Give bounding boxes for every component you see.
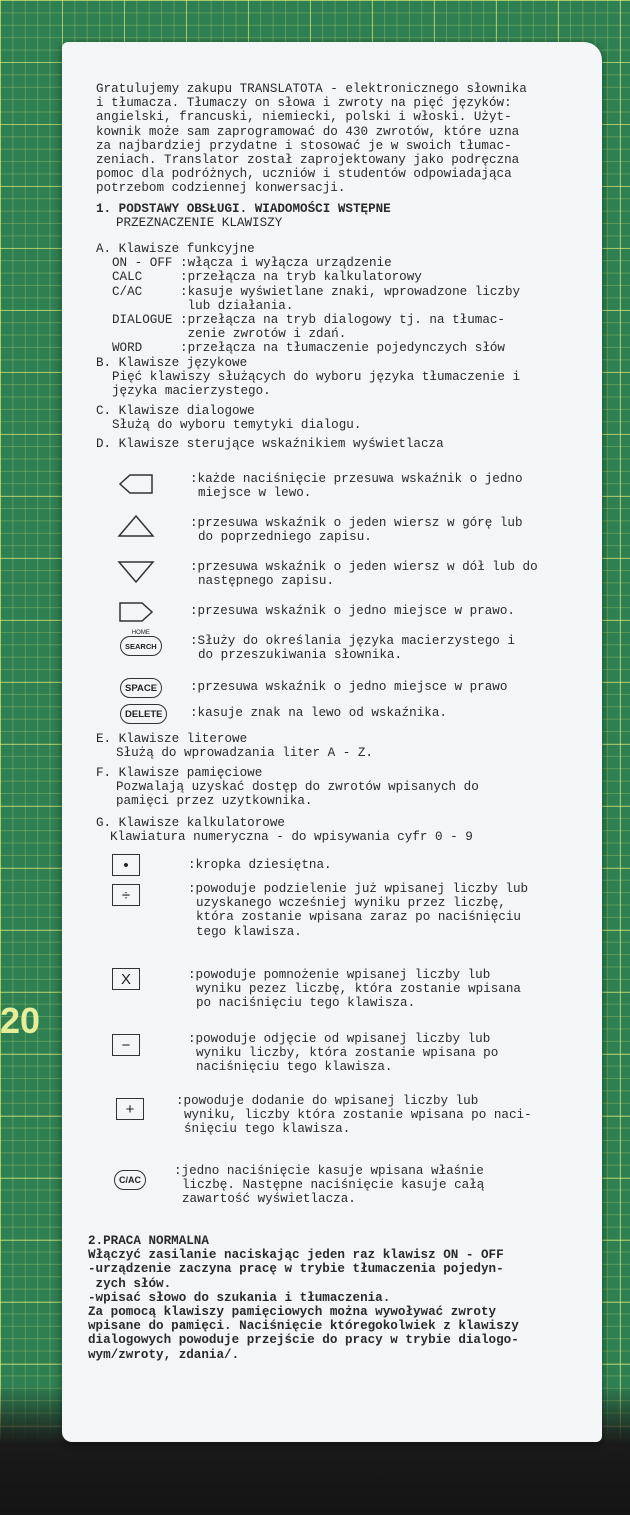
section-2-line: wym/zwroty, zdania/. <box>88 1347 240 1362</box>
section-c-line: Służą do wyboru temytyki dialogu. <box>112 418 362 433</box>
plus-key-icon: + <box>116 1098 144 1120</box>
section-g-heading: G. Klawisze kalkulatorowe <box>96 816 285 830</box>
section-2 <box>88 1234 584 1362</box>
intro-line: Gratulujemy zakupu TRANSLATOTA - elektronicznego słownika <box>96 82 527 96</box>
key-description-line: naciśnięciu tego klawisza. <box>196 1060 393 1075</box>
section-2-line: Włączyć zasilanie naciskając jeden raz klawisz ON - OFF <box>88 1248 504 1263</box>
left-arrow-key-icon <box>116 472 156 496</box>
section-e <box>96 732 584 760</box>
key-description-line: :powoduje pomnożenie wpisanej liczby lub <box>188 968 491 982</box>
intro-line: zeniach. Translator został zaprojektowany jako podręczna <box>96 153 520 168</box>
section-c <box>96 404 584 432</box>
multiply-key-icon: X <box>112 968 140 990</box>
function-key-line: CALC :przełącza na tryb kalkulatorowy <box>112 270 422 285</box>
key-description-line: :przesuwa wskaźnik o jedno miejsce w prawo. <box>190 604 515 618</box>
minus-key-icon: − <box>112 1034 140 1056</box>
section-2-line: Za pomocą klawiszy pamięciowych można wywoływać zwroty <box>88 1305 497 1320</box>
intro-paragraph <box>96 82 584 196</box>
section-2-title: 2.PRACA NORMALNA <box>88 1234 209 1248</box>
key-description-line: zawartość wyświetlacza. <box>182 1192 356 1207</box>
key-description-line: :kropka dziesiętna. <box>188 858 332 872</box>
section-c-heading: C. Klawisze dialogowe <box>96 404 255 418</box>
intro-line: kownik może sam zaprogramować do 430 zwrotów, które uzna <box>96 124 520 139</box>
section-g-line: Klawiatura numeryczna - do wpisywania cyfr 0 - 9 <box>110 830 473 845</box>
key-description-line: uzyskanego wcześniej wyniku przez liczbę, <box>196 896 506 911</box>
section-g <box>96 816 584 844</box>
key-description <box>190 604 584 618</box>
section-f-line: pamięci przez uzytkownika. <box>116 794 313 809</box>
divide-key-icon: ÷ <box>112 884 140 906</box>
key-description-line: :każde naciśnięcie przesuwa wskaźnik o jedno <box>190 472 523 486</box>
section-1-subtitle: PRZEZNACZENIE KLAWISZY <box>116 216 283 231</box>
key-description-line: :powoduje odjęcie od wpisanej liczby lub <box>188 1032 491 1046</box>
section-1-title: 1. PODSTAWY OBSŁUGI. WIADOMOŚCI WSTĘPNE <box>96 202 391 216</box>
section-b <box>96 356 584 399</box>
home-label: HOME <box>131 630 150 636</box>
section-b-line: Pięć klawiszy służących do wyboru języka tłumaczenie i <box>112 370 521 385</box>
key-description <box>190 472 584 500</box>
function-key-line: zenie zwrotów i zdań. <box>112 327 347 342</box>
intro-line: za najbardziej przydatne i stosować je w swoich tłumac- <box>96 138 512 153</box>
function-key-line: ON - OFF :włącza i wyłącza urządzenie <box>112 256 392 271</box>
home-search-key-icon <box>120 630 162 656</box>
key-description-line: do przeszukiwania słownika. <box>198 648 403 663</box>
section-2-line: zych słów. <box>88 1276 172 1291</box>
key-description-line: wyniku, liczby która zostanie wpisana po naci- <box>184 1108 532 1123</box>
space-key-icon: SPACE <box>120 678 162 698</box>
key-description-line: następnego zapisu. <box>198 574 335 589</box>
key-description-line: po naciśnięciu tego klawisza. <box>196 996 416 1011</box>
key-description-line: miejsce w lewo. <box>198 486 312 501</box>
key-description-line: wyniku pezez liczbę, która zostanie wpisana <box>196 982 521 997</box>
function-key-line: WORD :przełącza na tłumaczenie pojedynczych słów <box>112 341 505 356</box>
section-2-line: dialogowych powoduje przejście do pracy w trybie dialogo- <box>88 1333 519 1348</box>
key-description <box>190 706 584 720</box>
section-a <box>96 242 584 356</box>
key-description <box>190 516 584 544</box>
section-b-line: języka macierzystego. <box>112 384 271 399</box>
section-f <box>96 766 584 809</box>
key-description-line: :przesuwa wskaźnik o jeden wiersz w górę lub <box>190 516 523 530</box>
mat-number: 20 <box>0 1000 41 1041</box>
key-description-line: do poprzedniego zapisu. <box>198 530 372 545</box>
section-2-line: -urządzenie zaczyna pracę w trybie tłumaczenia pojedyn- <box>88 1262 504 1277</box>
key-description <box>188 1032 584 1075</box>
function-key-line: DIALOGUE :przełącza na tryb dialogowy tj. na tłumac- <box>112 313 505 328</box>
section-f-line: Pozwalają uzyskać dostęp do zwrotów wpisanych do <box>116 780 479 795</box>
key-description <box>174 1164 584 1207</box>
key-description-line: liczbę. Następne naciśnięcie kasuje całą <box>182 1178 485 1193</box>
key-description-line: :przesuwa wskaźnik o jedno miejsce w prawo <box>190 680 508 694</box>
down-arrow-key-icon <box>116 560 156 584</box>
section-a-heading: A. Klawisze funkcyjne <box>96 242 255 256</box>
section-e-line: Służą do wprowadzania liter A - Z. <box>116 746 373 761</box>
intro-line: pomoc dla podróżnych, uczniów i studentów odpowiadająca <box>96 167 512 182</box>
section-d-heading: D. Klawisze sterujące wskaźnikiem wyświetlacza <box>96 437 444 451</box>
search-label: SEARCH <box>120 636 162 656</box>
section-b-heading: B. Klawisze językowe <box>96 356 248 370</box>
intro-line: i tłumacza. Tłumaczy on słowa i zwroty na pięć języków: <box>96 96 512 111</box>
key-description <box>188 882 584 939</box>
section-2-line: -wpisać słowo do szukania i tłumaczenia. <box>88 1290 391 1305</box>
key-description <box>176 1094 584 1137</box>
delete-key-icon: DELETE <box>120 704 167 724</box>
key-description <box>188 858 584 872</box>
key-description <box>190 560 584 588</box>
key-description-line: wyniku liczby, która zostanie wpisana po <box>196 1046 499 1061</box>
key-description-line: :powoduje dodanie do wpisanej liczby lub <box>176 1094 479 1108</box>
key-description-line: śnięciu tego klawisza. <box>184 1122 351 1137</box>
key-description-line: która zostanie wpisana zaraz po naciśnięciu <box>196 910 521 925</box>
key-description-line: tego klawisza. <box>196 924 302 939</box>
key-description <box>190 634 584 662</box>
key-description <box>188 968 584 1011</box>
intro-line: potrzebom codziennej konwersacji. <box>96 181 346 196</box>
key-description-line: :jedno naciśnięcie kasuje wpisana właśnie <box>174 1164 484 1178</box>
section-e-heading: E. Klawisze literowe <box>96 732 248 746</box>
key-description-line: :powoduje podzielenie już wpisanej liczby lub <box>188 882 529 896</box>
key-description-line: :kasuje znak na lewo od wskaźnika. <box>190 706 447 720</box>
key-description <box>190 680 584 694</box>
decimal-key-icon: • <box>112 854 140 876</box>
clear-key-icon: C/AC <box>114 1170 146 1190</box>
section-2-line: wpisane do pamięci. Naciśnięcie któregokolwiek z klawiszy <box>88 1319 519 1334</box>
key-description-line: :Służy do określania języka macierzystego i <box>190 634 515 648</box>
up-arrow-key-icon <box>116 514 156 538</box>
function-key-line: lub działania. <box>112 298 294 313</box>
section-1-header <box>96 202 584 230</box>
function-key-line: C/AC :kasuje wyświetlane znaki, wprowadzone liczby <box>112 284 521 299</box>
section-f-heading: F. Klawisze pamięciowe <box>96 766 263 780</box>
instruction-sheet <box>62 42 602 1442</box>
key-description-line: :przesuwa wskaźnik o jeden wiersz w dół lub do <box>190 560 538 574</box>
intro-line: angielski, francuski, niemiecki, polski i włoski. Użyt- <box>96 110 512 125</box>
right-arrow-key-icon <box>116 600 156 624</box>
